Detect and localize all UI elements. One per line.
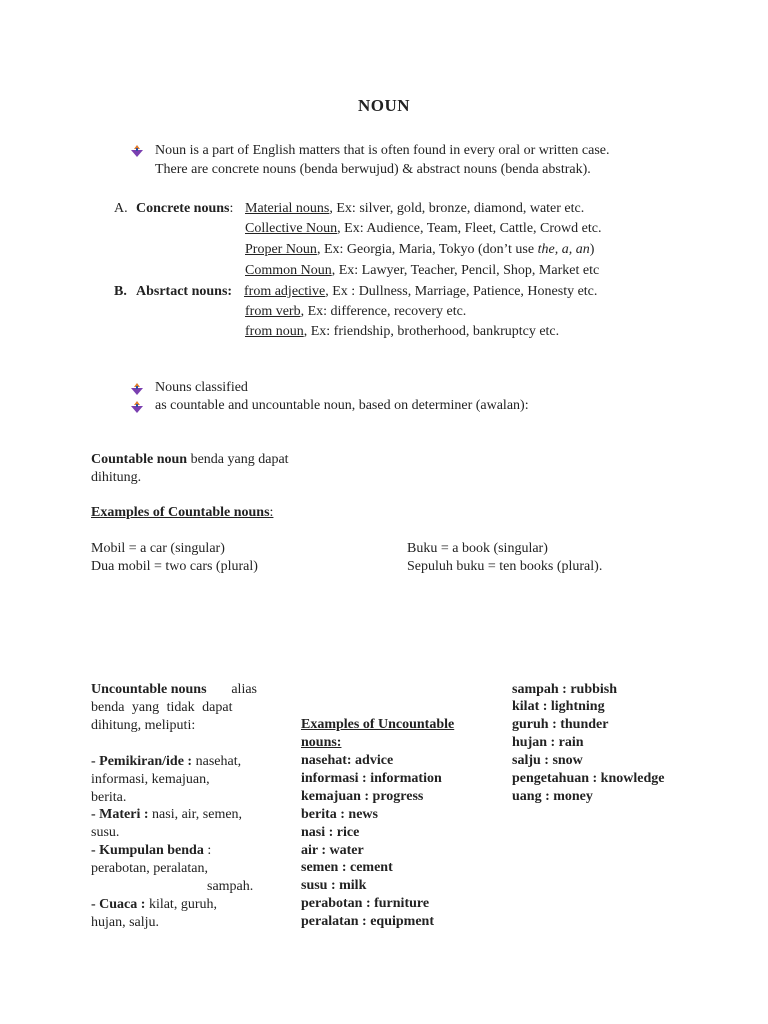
uncountable-item-text: nasehat, [192,754,242,769]
uncountable-example: sampah : rubbish [512,682,618,697]
abstract-row [244,283,597,301]
abstract-term: from noun [245,324,304,339]
uncountable-example: peralatan : equipment [301,914,434,929]
abstract-heading: Absrtact nouns: [136,284,233,299]
abstract-row [245,303,466,321]
countable-example: Mobil = a car (singular) [91,541,225,556]
uncountable-example: susu : milk [301,878,367,893]
uncountable-example: uang : money [512,789,593,804]
intro-line-1: Noun is a part of English matters that is often found in every oral or written case. [155,143,610,158]
abstract-rest: , Ex: difference, recovery etc. [300,304,467,319]
concrete-rest: , Ex: Georgia, Maria, Tokyo (don’t use [316,242,538,257]
uncountable-definition [91,681,257,699]
uncountable-item-text: : [203,843,212,858]
uncountable-example: guruh : thunder [512,717,609,732]
bullet-arrow-icon [131,383,143,395]
countable-examples-label: Examples of Countable nouns [91,505,270,520]
concrete-row [245,241,594,259]
uncountable-item [91,896,217,914]
countable-definition [91,451,289,469]
concrete-close: ) [589,242,595,257]
uncountable-item: perabotan, peralatan, [91,861,208,876]
uncountable-example: air : water [301,843,364,858]
concrete-heading [136,200,233,218]
concrete-rest: , Ex: silver, gold, bronze, diamond, water etc. [329,201,585,216]
uncountable-examples-heading-2: nouns: [301,735,342,750]
uncountable-item-text: kilat, guruh, [145,897,217,912]
uncountable-example: salju : snow [512,753,583,768]
concrete-italic: the, a, an [537,242,590,257]
countable-text-2: dihitung. [91,470,142,485]
uncountable-example: nasehat: advice [301,753,394,768]
concrete-term: Material nouns [245,201,330,216]
countable-example: Buku = a book (singular) [407,541,548,556]
abstract-term: from verb [245,304,301,319]
uncountable-item-label: - Cuaca : [91,897,146,912]
abstract-rest: , Ex : Dullness, Marriage, Patience, Honesty etc. [325,284,598,299]
abstract-row [245,323,559,341]
list-marker-a: A. [114,201,128,216]
bullet-arrow-icon [131,401,143,413]
concrete-term: Proper Noun [245,242,317,257]
list-marker-b: B. [114,284,127,299]
concrete-rest: , Ex: Lawyer, Teacher, Pencil, Shop, Market etc [331,263,600,278]
countable-examples-heading [91,504,273,522]
countable-example: Sepuluh buku = ten books (plural). [407,559,603,574]
uncountable-item: informasi, kemajuan, [91,772,210,787]
uncountable-examples-heading: Examples of Uncountable [301,717,455,732]
uncountable-text: alias [231,682,257,697]
classified-line-1: Nouns classified [155,380,248,395]
uncountable-item-label: - Pemikiran/ide : [91,754,193,769]
uncountable-item-label: - Kumpulan benda [91,843,204,858]
uncountable-item-text: nasi, air, semen, [148,807,243,822]
uncountable-line-2: benda yang tidak dapat [91,700,233,715]
abstract-rest: , Ex: friendship, brotherhood, bankruptcy etc. [303,324,560,339]
concrete-row [245,220,601,238]
uncountable-example: semen : cement [301,860,393,875]
concrete-rest: , Ex: Audience, Team, Fleet, Cattle, Crowd etc. [337,221,602,236]
uncountable-item: susu. [91,825,120,840]
concrete-heading-label: Concrete nouns [136,201,230,216]
uncountable-item: sampah. [207,879,254,894]
concrete-row [245,200,584,218]
concrete-row [245,262,599,280]
countable-text: benda yang dapat [187,452,289,467]
uncountable-item [91,842,211,860]
concrete-colon: : [229,201,234,216]
uncountable-example: hujan : rain [512,735,584,750]
uncountable-example: kilat : lightning [512,699,605,714]
uncountable-heading: Uncountable nouns [91,682,207,697]
uncountable-example: informasi : information [301,771,442,786]
concrete-term: Collective Noun [245,221,338,236]
uncountable-example: perabotan : furniture [301,896,430,911]
countable-examples-colon: : [269,505,274,520]
uncountable-example: pengetahuan : knowledge [512,771,665,786]
bullet-arrow-icon [131,145,143,157]
uncountable-example: berita : news [301,807,378,822]
uncountable-item [91,753,241,771]
uncountable-example: kemajuan : progress [301,789,424,804]
uncountable-item: berita. [91,790,127,805]
concrete-term: Common Noun [245,263,332,278]
uncountable-item: hujan, salju. [91,915,160,930]
uncountable-item [91,806,242,824]
uncountable-item-label: - Materi : [91,807,149,822]
page-title: NOUN [357,96,411,115]
abstract-term: from adjective [244,284,326,299]
classified-line-2: as countable and uncountable noun, based on determiner (awalan): [155,398,529,413]
uncountable-line-3: dihitung, meliputi: [91,718,196,733]
intro-line-2: There are concrete nouns (benda berwujud) & abstract nouns (benda abstrak). [155,162,591,177]
countable-example: Dua mobil = two cars (plural) [91,559,258,574]
uncountable-example: nasi : rice [301,825,360,840]
countable-heading: Countable noun [91,452,188,467]
